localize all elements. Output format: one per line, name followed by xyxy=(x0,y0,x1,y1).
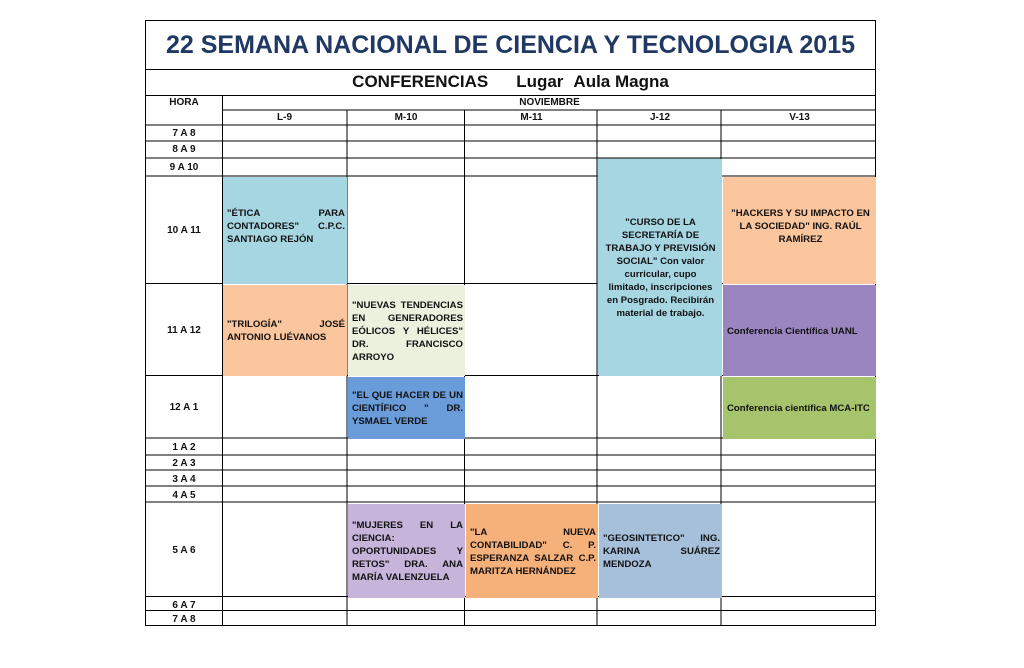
hour-header: HORA xyxy=(169,97,199,108)
day-header-j12: J-12 xyxy=(649,112,670,123)
hour-label: 4 A 5 xyxy=(172,489,196,501)
hour-label: 12 A 1 xyxy=(169,402,199,413)
event-nuevas-tendencias: "NUEVAS TENDENCIAS EN GENERADORES EÓLICOS Y HÉLICES" DR. FRANCISCO ARROYO xyxy=(348,285,465,376)
month-header: NOVIEMBRE xyxy=(519,97,580,108)
hour-label: 7 A 8 xyxy=(172,127,196,139)
event-conferencia-mca-itc: Conferencia científica MCA-ITC xyxy=(723,377,876,439)
hour-label: 6 A 7 xyxy=(172,599,196,611)
event-hackers-y-su-impacto: "HACKERS Y SU IMPACTO EN LA SOCIEDAD" ING. RAÚL RAMÍREZ xyxy=(723,177,876,284)
event-trilogia: "TRILOGÍA" JOSÉ ANTONIO LUÉVANOS xyxy=(223,285,347,376)
day-header-m10: M-10 xyxy=(394,112,418,123)
hour-label: 3 A 4 xyxy=(172,473,196,485)
event-etica-para-contadores: "ÉTICA PARA CONTADORES" C.P.C. SANTIAGO REJÓN xyxy=(223,177,347,284)
hour-label: 9 A 10 xyxy=(169,161,199,173)
hour-label: 10 A 11 xyxy=(167,224,201,236)
day-header-v13: V-13 xyxy=(789,112,810,123)
day-header-l9: L-9 xyxy=(277,112,292,123)
event-la-nueva-contabilidad: "LA NUEVA CONTABILIDAD" C. P. ESPERANZA SALZAR C.P. MARITZA HERNÁNDEZ xyxy=(466,504,598,598)
place-label: Lugar xyxy=(516,72,564,91)
hour-label: 5 A 6 xyxy=(172,545,196,556)
hour-label: 8 A 9 xyxy=(172,144,196,155)
place-name: Aula Magna xyxy=(573,72,669,91)
hour-label: 2 A 3 xyxy=(172,458,196,469)
event-curso-secretaria-trabajo: "CURSO DE LA SECRETARÍA DE TRABAJO Y PREVISIÓN SOCIAL" Con valor curricular, cupo limitado, inscripciones en Posgrado. Recibirán material de trabajo. xyxy=(599,159,722,376)
event-conferencia-uanl: Conferencia Científica UANL xyxy=(723,285,876,376)
event-el-que-hacer-de-un-cientifico: "EL QUE HACER DE UN CIENTÍFICO " DR. YSMAEL VERDE xyxy=(348,377,465,439)
hour-label: 7 A 8 xyxy=(172,613,196,625)
hour-label: 1 A 2 xyxy=(172,442,196,453)
schedule-sheet xyxy=(145,20,876,626)
subtitle-row xyxy=(146,69,875,95)
hour-label: 11 A 12 xyxy=(167,324,201,336)
subtitle-label: CONFERENCIAS xyxy=(352,72,489,91)
day-header-m11: M-11 xyxy=(520,112,543,123)
event-geosintetico: "GEOSINTETICO" ING. KARINA SUÁREZ MENDOZA xyxy=(599,504,722,598)
page-title: 22 SEMANA NACIONAL DE CIENCIA Y TECNOLOGIA 2015 xyxy=(165,30,856,59)
event-mujeres-en-la-ciencia: "MUJERES EN LA CIENCIA: OPORTUNIDADES Y RETOS" DRA. ANA MARÍA VALENZUELA xyxy=(348,504,465,598)
